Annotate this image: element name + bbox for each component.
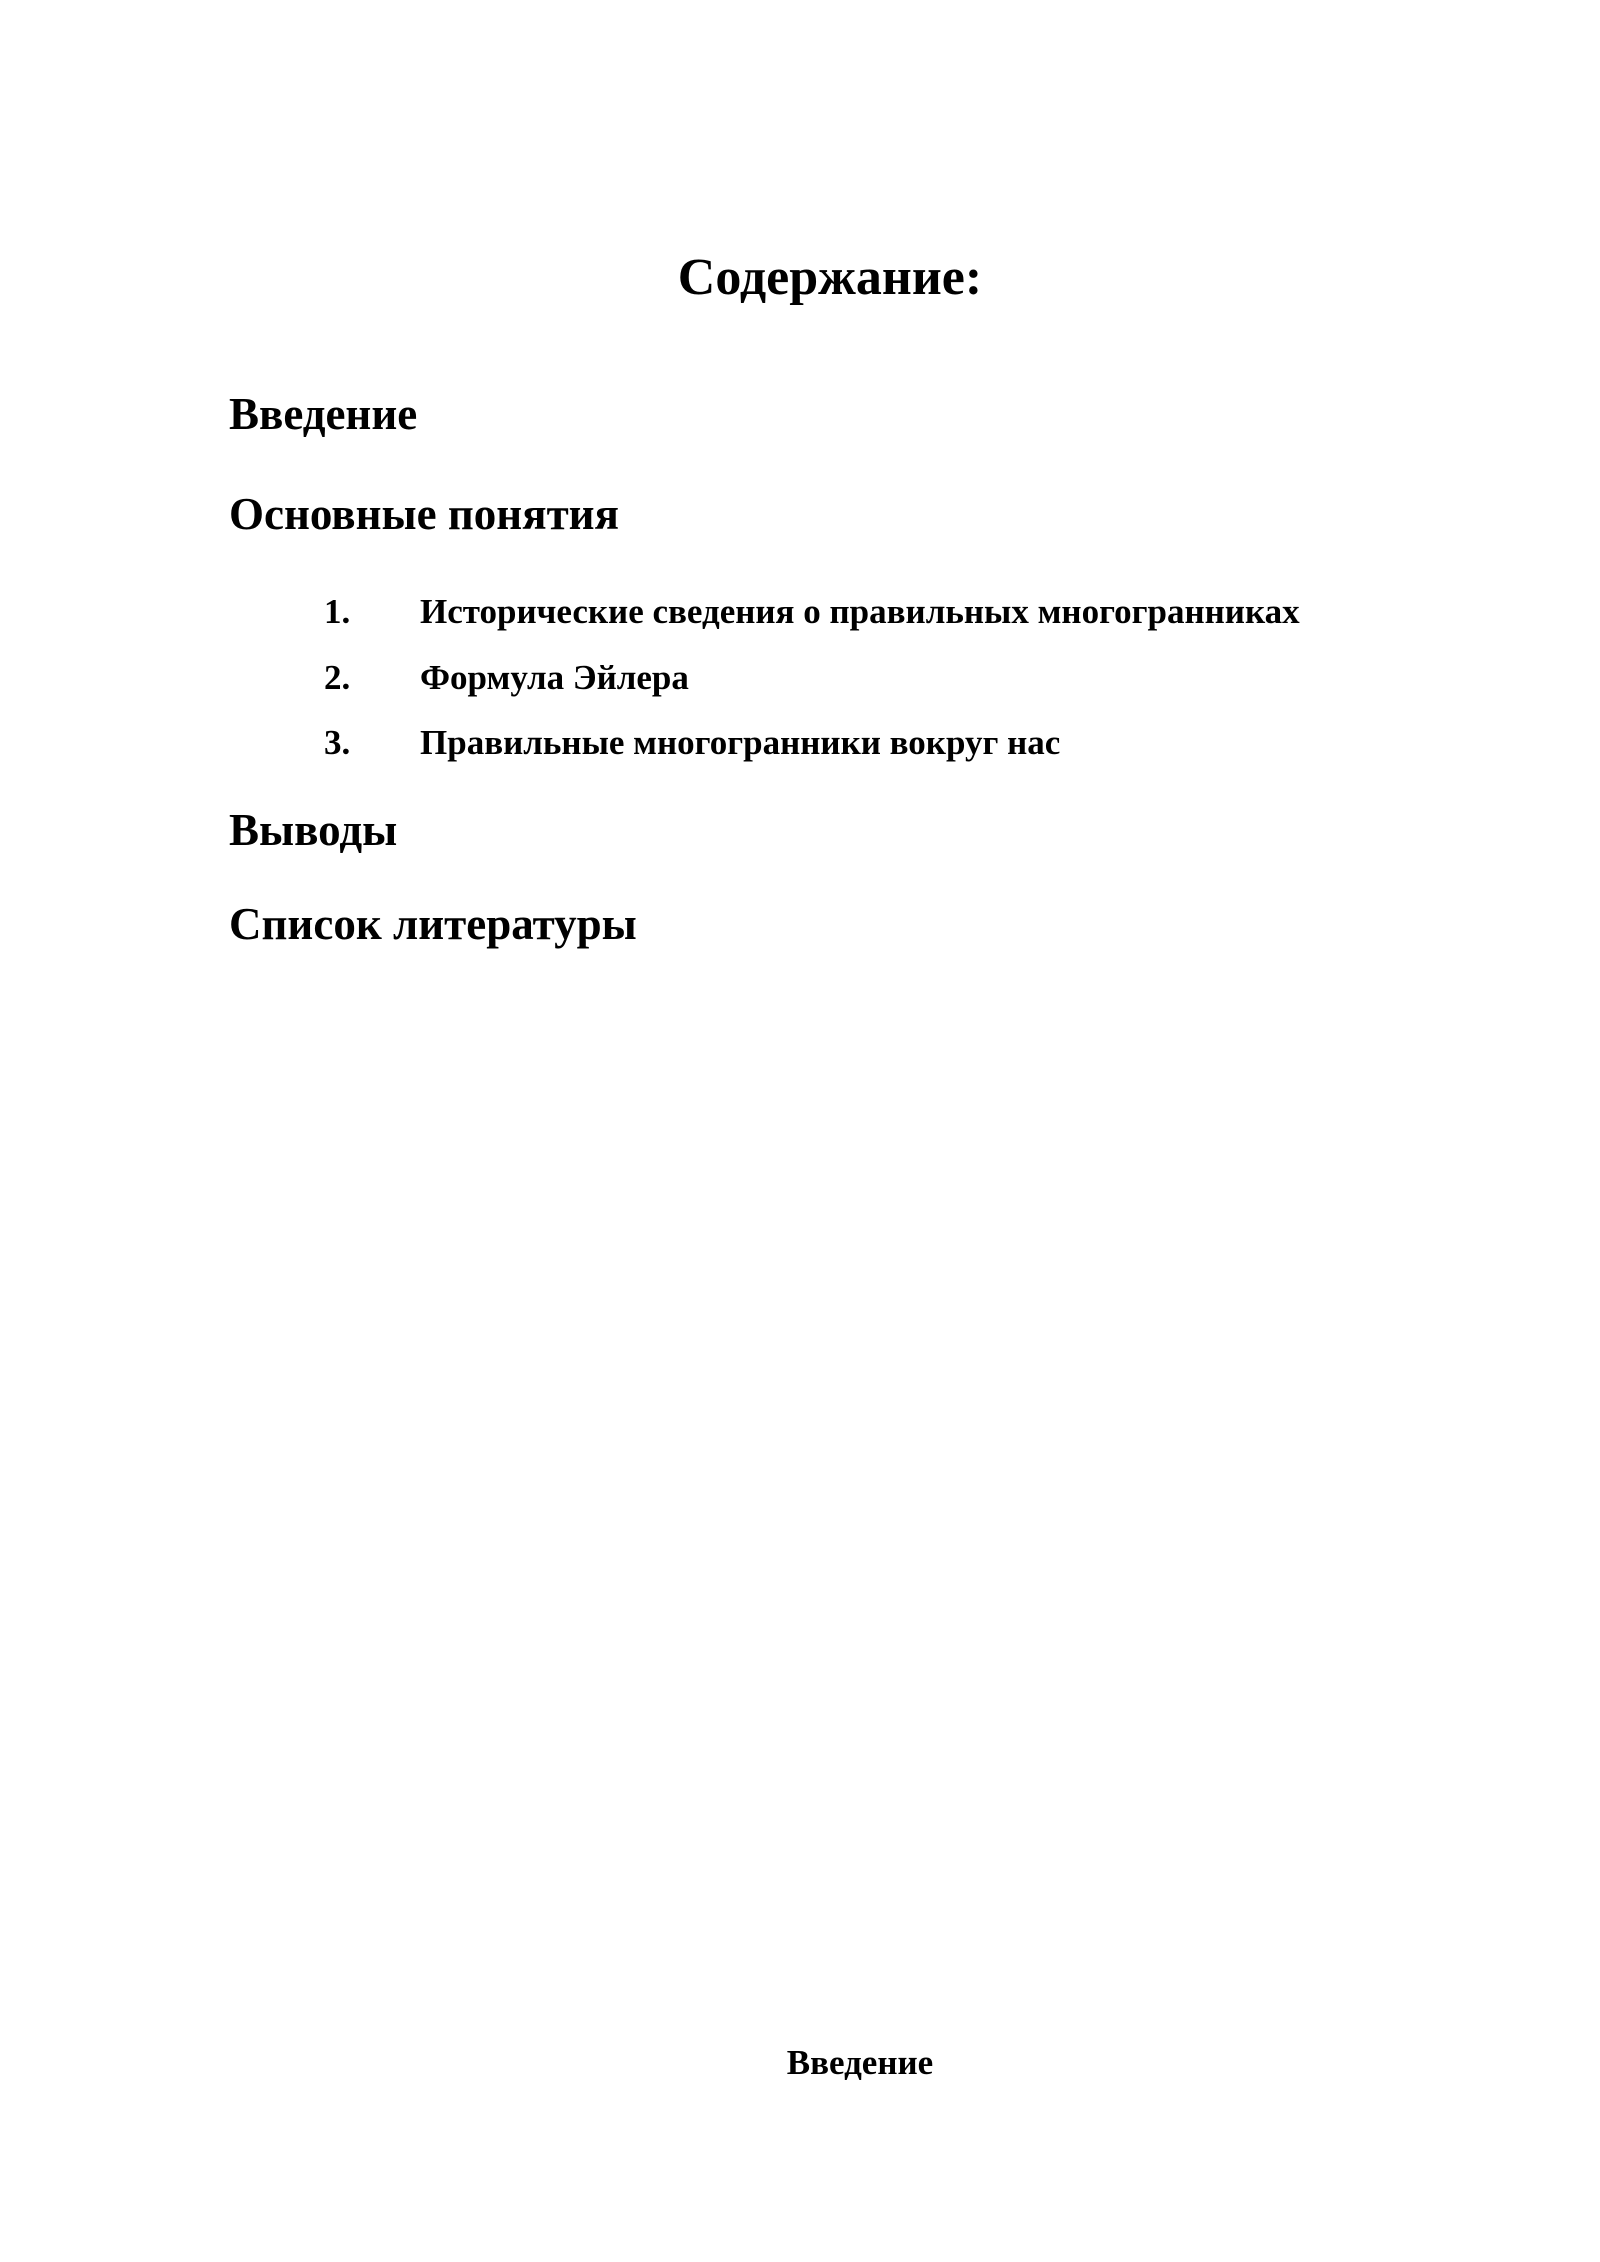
toc-sub-item-number: 1. bbox=[324, 592, 351, 631]
toc-sub-item-label: Исторические сведения о правильных многогранниках bbox=[420, 592, 1300, 631]
section-heading-introduction: Введение bbox=[786, 2043, 934, 2082]
toc-entry-introduction: Введение bbox=[229, 389, 418, 439]
toc-sub-item-number: 2. bbox=[324, 658, 351, 697]
toc-sub-item-label: Правильные многогранники вокруг нас bbox=[420, 723, 1061, 762]
toc-sub-item-number: 3. bbox=[324, 723, 351, 762]
toc-entry-basic-concepts: Основные понятия bbox=[229, 489, 619, 539]
toc-entry-bibliography: Список литературы bbox=[229, 899, 637, 949]
toc-entry-conclusions: Выводы bbox=[229, 805, 398, 855]
toc-sub-item-label: Формула Эйлера bbox=[420, 658, 689, 697]
toc-title: Содержание: bbox=[677, 249, 983, 306]
